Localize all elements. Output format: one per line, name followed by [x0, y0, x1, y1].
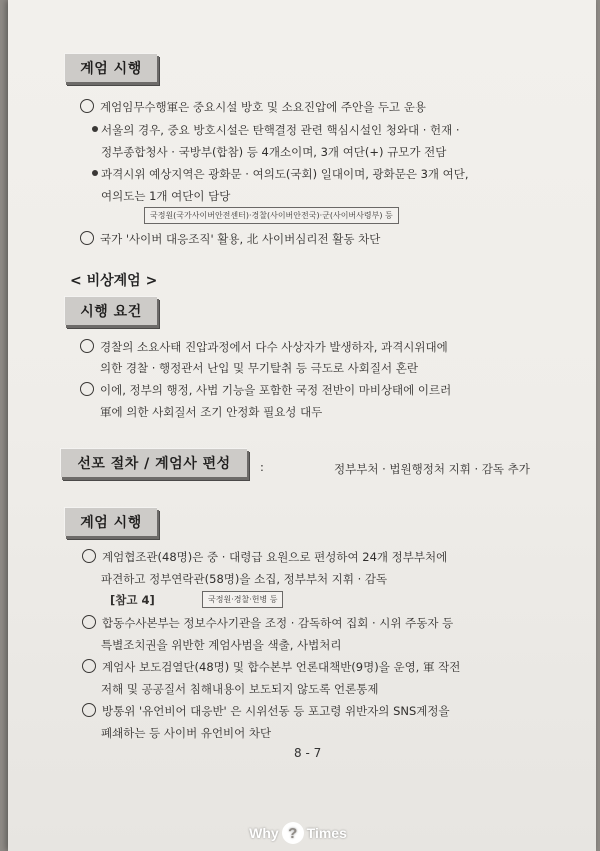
reference-label: [참고 4]: [110, 593, 155, 607]
circle-bullet-icon: [82, 615, 96, 629]
bullet-line: 국가 '사이버 대응조직' 활용, 北 사이버심리전 활동 차단: [80, 231, 380, 247]
bullet-line: 경찰의 소요사태 진압과정에서 다수 사상자가 발생하자, 과격시위대에: [80, 339, 448, 355]
section-header-enforcement-requirements: 시행 요건: [64, 296, 157, 325]
bullet-line-cont: 파견하고 정부연락관(58명)을 소집, 정부부처 지휘 · 감독: [101, 572, 388, 586]
question-mark-icon: ?: [282, 822, 304, 844]
reference-tag: 국정원·경찰·헌병 등: [202, 591, 283, 608]
sub-bullet-line: 서울의 경우, 중요 방호시설은 탄핵결정 관련 핵심시설인 청와대 · 헌재 ·: [92, 122, 460, 138]
bullet-line-cont: 軍에 의한 사회질서 조기 안정화 필요성 대두: [100, 405, 323, 419]
circle-bullet-icon: [80, 382, 94, 396]
agency-tag: 국정원(국가사이버안전센터)·경찰(사이버안전국)·군(사이버사령부) 등: [144, 207, 399, 224]
circle-bullet-icon: [80, 339, 94, 353]
section-header-declaration-procedure: 선포 절차 / 계엄사 편성: [60, 448, 247, 477]
circle-bullet-icon: [80, 231, 94, 245]
bullet-line: 방통위 '유언비어 대응반' 은 시위선동 등 포고령 위반자의 SNS계정을: [82, 703, 450, 719]
sub-bullet-line: 정부종합청사 · 국방부(합참) 등 4개소이며, 3개 여단(+) 규모가 전담: [101, 145, 447, 159]
dot-bullet-icon: [92, 170, 98, 176]
bullet-line-cont: 특별조치권을 위반한 계엄사범을 색출, 사법처리: [101, 638, 342, 652]
bullet-line: 합동수사본부는 정보수사기관을 조정 · 감독하여 집회 · 시위 주동자 등: [82, 615, 453, 631]
emergency-martial-law-heading: < 비상계엄 >: [70, 273, 158, 289]
circle-bullet-icon: [82, 659, 96, 673]
page-number: 8 - 7: [294, 746, 322, 760]
bullet-line: 계엄사 보도검열단(48명) 및 합수본부 언론대책반(9명)을 운영, 軍 작전: [82, 659, 460, 675]
circle-bullet-icon: [82, 549, 96, 563]
circle-bullet-icon: [80, 99, 94, 113]
sub-bullet-line: 과격시위 예상지역은 광화문 · 여의도(국회) 일대이며, 광화문은 3개 여단,: [92, 166, 469, 182]
bullet-line-cont: 폐쇄하는 등 사이버 유언비어 차단: [101, 726, 272, 740]
bullet-line: 이에, 정부의 행정, 사법 기능을 포함한 국정 전반이 마비상태에 이르러: [80, 382, 451, 398]
section-header-martial-law-enforcement: 계엄 시행: [64, 53, 157, 82]
circle-bullet-icon: [82, 703, 96, 717]
section3-note: 정부부처 · 법원행정처 지휘 · 감독 추가: [334, 462, 530, 476]
bullet-line-cont: 저해 및 공공질서 침해내용이 보도되지 않도록 언론통제: [101, 682, 379, 696]
section-header-martial-law-enforcement-2: 계엄 시행: [64, 507, 157, 536]
colon-separator: :: [260, 460, 264, 474]
bullet-line: 계엄협조관(48명)은 중 · 대령급 요원으로 편성하여 24개 정부부처에: [82, 549, 447, 565]
sub-bullet-line: 여의도는 1개 여단이 담당: [101, 189, 231, 203]
whytimes-watermark-logo: Why ? Times: [238, 820, 358, 846]
bullet-line-cont: 의한 경찰 · 행정관서 난입 및 무기탈취 등 극도로 사회질서 혼란: [100, 361, 418, 375]
bullet-line: 계엄임무수행軍은 중요시설 방호 및 소요진압에 주안을 두고 운용: [80, 99, 426, 115]
document-page: [8, 0, 596, 851]
dot-bullet-icon: [92, 126, 98, 132]
